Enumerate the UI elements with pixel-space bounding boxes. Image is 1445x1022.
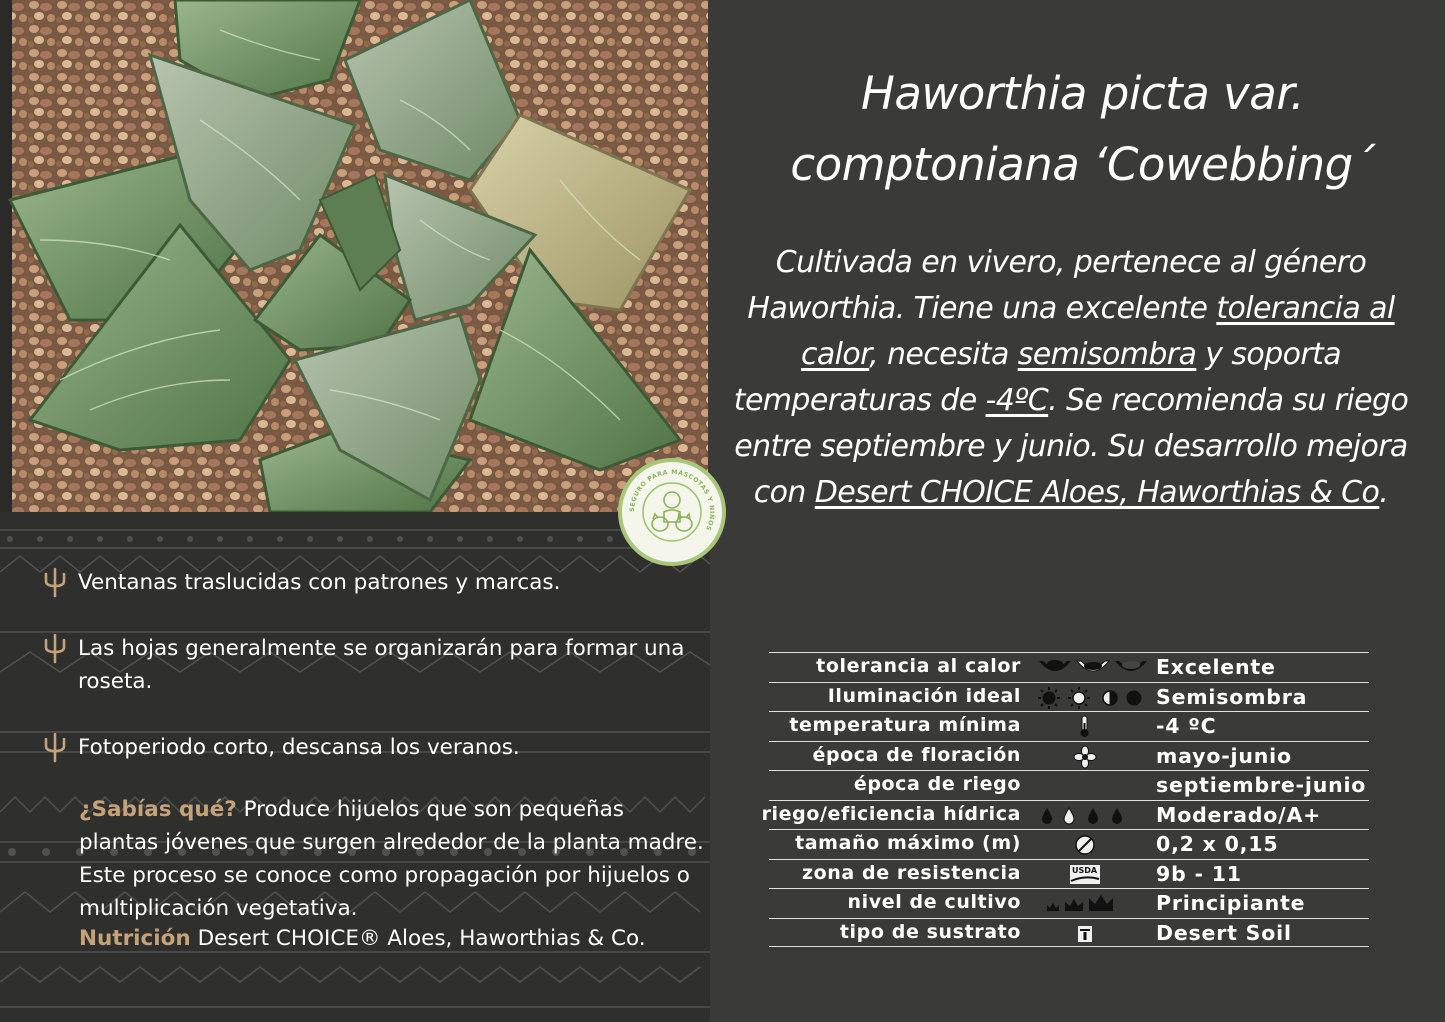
- size-icon: [1037, 832, 1152, 857]
- spec-value: mayo-junio: [1156, 743, 1292, 768]
- spec-row: [769, 829, 1369, 859]
- desc-underlined: Desert CHOICE Aloes, Haworthias & Co: [814, 475, 1380, 510]
- cactus-icon: [40, 731, 70, 763]
- spec-value: Principiante: [1156, 891, 1306, 915]
- spec-key: tolerancia al calor: [816, 655, 1021, 677]
- spec-value: 9b - 11: [1156, 861, 1242, 886]
- desc-underlined: tolerancia al: [1216, 291, 1395, 326]
- feature-text: Las hojas generalmente se organizarán para formar una roseta.: [78, 636, 685, 694]
- spec-row: [769, 741, 1369, 771]
- spec-value: -4 ºC: [1156, 714, 1217, 738]
- did-you-know-label: ¿Sabías qué?: [79, 797, 237, 822]
- spec-key: nivel de cultivo: [847, 891, 1021, 913]
- spec-key: temperatura mínima: [789, 714, 1021, 736]
- spec-row: [769, 859, 1369, 889]
- plant-photo: [0, 0, 708, 512]
- flower-icon: [1037, 744, 1152, 769]
- feature-item: [40, 566, 710, 599]
- desc-text: Haworthia. Tiene una excelente: [747, 291, 1217, 326]
- spec-key: época de floración: [812, 743, 1021, 766]
- desc-text: . Se recomienda su riego: [1048, 383, 1409, 418]
- spec-row: [761, 800, 1369, 830]
- desc-text: y soporta: [1196, 337, 1342, 372]
- spec-key: tamaño máximo (m): [795, 832, 1021, 854]
- usda-icon: [1037, 862, 1152, 887]
- nutrition-text: Desert CHOICE® Aloes, Haworthias & Co.: [190, 926, 646, 951]
- crowns-icon: [1037, 891, 1152, 916]
- title-line-1: Haworthia picta var.: [860, 67, 1304, 120]
- desc-text: .: [1379, 475, 1389, 510]
- desc-text: , necesita: [869, 337, 1018, 372]
- spec-row: [769, 918, 1369, 948]
- cactus-icon: [40, 632, 70, 664]
- desc-underlined: -4ºC: [985, 383, 1049, 418]
- spec-row: [769, 770, 1369, 800]
- substrate-bag-icon: [1037, 921, 1152, 946]
- spec-key: zona de resistencia: [801, 861, 1021, 884]
- feature-item: [40, 632, 710, 698]
- spec-row: [769, 652, 1369, 682]
- spec-key: Iluminación ideal: [827, 684, 1021, 707]
- desc-text: temperaturas de: [733, 383, 986, 418]
- feature-text: Fotoperiodo corto, descansa los veranos.: [78, 735, 520, 760]
- spec-row: [769, 711, 1369, 741]
- spec-value: Moderado/A+: [1156, 802, 1322, 827]
- spec-key: época de riego: [853, 773, 1021, 795]
- feature-item: [40, 731, 710, 764]
- desc-text: entre septiembre y junio. Su desarrollo mejora: [734, 429, 1408, 464]
- sun-shade-icon: [1037, 685, 1152, 710]
- spec-key: tipo de sustrato: [839, 920, 1021, 943]
- pet-safe-badge: [618, 458, 726, 566]
- did-you-know-text: Produce hijuelos que son pequeñas plantas jóvenes que surgen alrededor de la planta madre. Este proceso se conoce como propagación por hijuelos o multiplicación vegetativa.: [79, 797, 704, 921]
- description: [722, 240, 1420, 516]
- spec-value: 0,2 x 0,15: [1156, 832, 1279, 856]
- page-title: [720, 58, 1445, 200]
- spec-row: [769, 888, 1369, 918]
- spec-key: riego/eficiencia hídrica: [761, 802, 1021, 825]
- desc-underlined: semisombra: [1017, 337, 1197, 372]
- svg-text:USDA: USDA: [1072, 865, 1098, 875]
- spec-value: septiembre-junio: [1156, 773, 1367, 797]
- spec-value: Excelente: [1156, 655, 1276, 679]
- spec-value: Desert Soil: [1156, 920, 1292, 945]
- did-you-know: [79, 793, 709, 925]
- nutrition: [79, 922, 709, 955]
- cactus-icon: [40, 566, 70, 598]
- desc-text: Cultivada en vivero, pertenece al género: [775, 245, 1367, 280]
- heat-tolerance-icon: [1037, 655, 1152, 680]
- thermometer-icon: [1037, 714, 1152, 739]
- feature-text: Ventanas traslucidas con patrones y marcas.: [78, 570, 561, 595]
- water-drops-icon: [1037, 803, 1152, 828]
- nutrition-label: Nutrición: [79, 926, 191, 951]
- pet-child-icon: [652, 492, 692, 531]
- spec-value: Semisombra: [1156, 684, 1308, 709]
- spec-row: [769, 682, 1369, 712]
- desc-text: con: [753, 475, 815, 510]
- desc-underlined: calor: [800, 337, 870, 372]
- badge-ring-text: SEGURO PARA MASCOTAS Y NIÑOS: [628, 468, 716, 532]
- specs-table: [761, 652, 1369, 947]
- title-line-2: comptoniana ‘Cowebbing´: [790, 138, 1375, 191]
